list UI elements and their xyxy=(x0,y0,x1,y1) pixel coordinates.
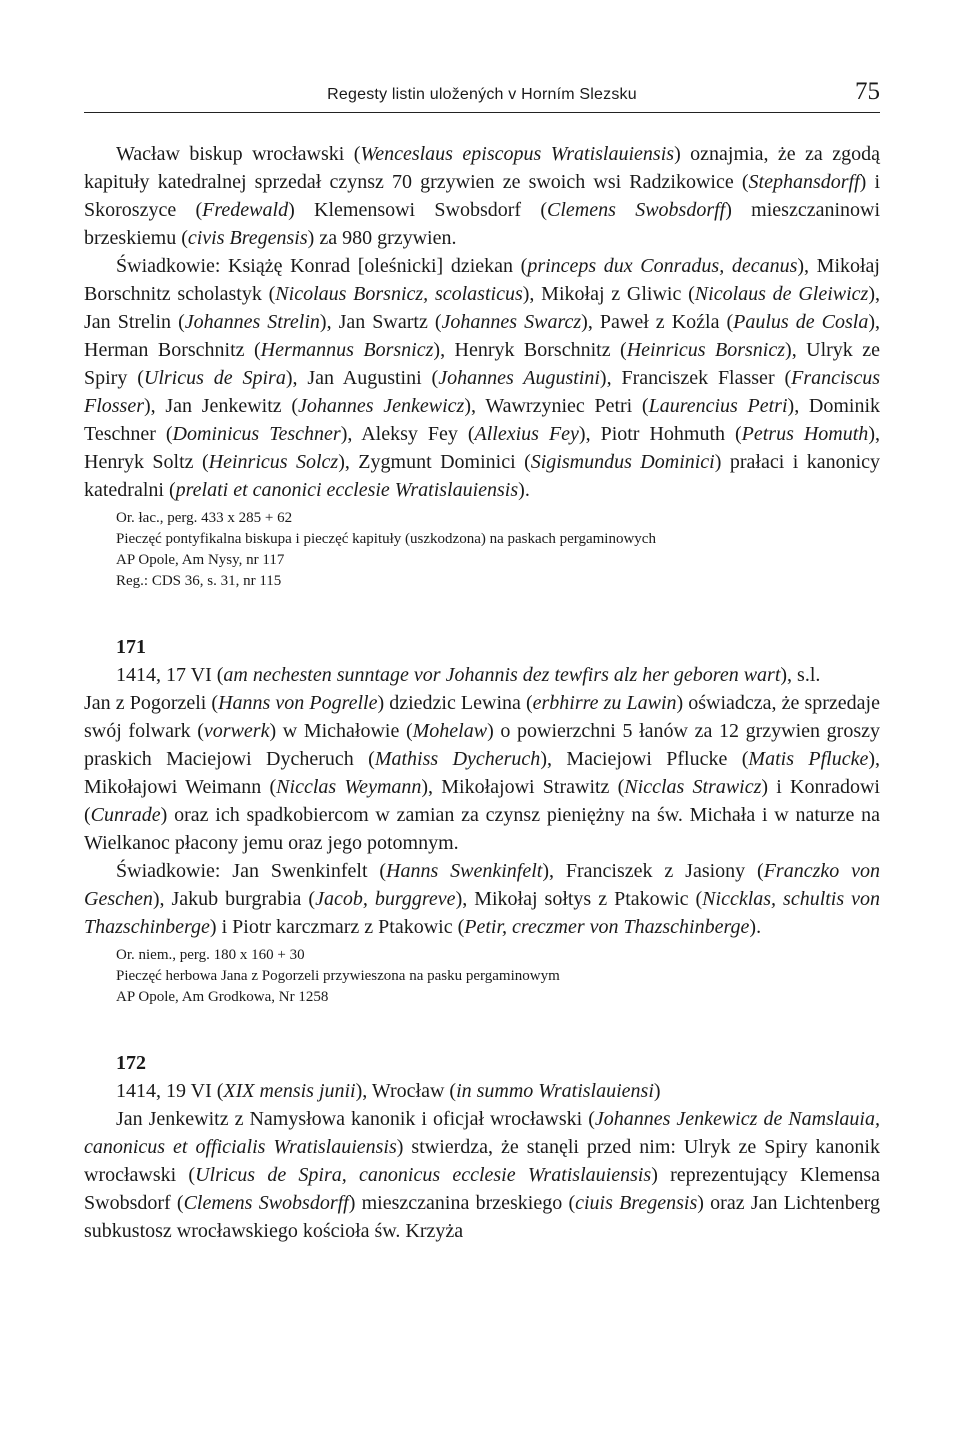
latin-term: civis Bregensis xyxy=(187,227,308,249)
latin-term: in summo Wratislauiensi xyxy=(456,1080,654,1102)
latin-term: Paulus de Cosla xyxy=(733,311,869,333)
entry-171-summary xyxy=(84,689,880,857)
text-run: ) xyxy=(653,1080,661,1102)
latin-term: Franczko von Geschen xyxy=(84,860,880,910)
text-run: ) i Piotr karczmarz z Ptakowic ( xyxy=(209,916,465,938)
latin-term: am nechesten sunntage vor Johannis dez tewfirs alz her geboren wart xyxy=(223,664,781,686)
latin-term: Nicclas Strawicz xyxy=(624,776,762,798)
entry-170 xyxy=(84,140,880,592)
text-run: Jan z Pogorzeli ( xyxy=(84,692,219,714)
note-archive: AP Opole, Am Grodkowa, Nr 1258 xyxy=(116,989,329,1005)
text-run: ), Jakub burgrabia ( xyxy=(152,888,316,910)
latin-term: Stephansdorff xyxy=(748,171,860,193)
text-run: ) oraz ich spadkobiercom w zamian za czynsz pieniężny na św. Michała i w naturze na Wielkanoc płacony jemu oraz jego potomnym. xyxy=(84,804,880,854)
text-run: Świadkowie: Książę Konrad [oleśnicki] dziekan ( xyxy=(116,255,528,277)
latin-term: princeps dux Conradus, decanus xyxy=(527,255,798,277)
text-run: ), Maciejowi Pflucke ( xyxy=(540,748,749,770)
text-run: ), Jan Swartz ( xyxy=(319,311,442,333)
entry-170-summary xyxy=(84,140,880,252)
text-run: ) mieszczanina brzeskiego ( xyxy=(348,1192,576,1214)
latin-term: Clemens Swobsdorff xyxy=(547,199,726,221)
text-run: ), Mikołaj sołtys z Ptakowic ( xyxy=(455,888,703,910)
text-run: ), Mikołaj z Gliwic ( xyxy=(522,283,695,305)
text-run: ) dziedzic Lewina ( xyxy=(377,692,533,714)
latin-term: Heinricus Solcz xyxy=(208,451,339,473)
latin-term: erbhirre zu Lawin xyxy=(532,692,677,714)
latin-term: Johannes Swarcz xyxy=(441,311,582,333)
text-run: ) prałaci i kanonicy katedralni ( xyxy=(84,451,881,501)
latin-term: Cunrade xyxy=(90,804,161,826)
text-run: ), Wrocław ( xyxy=(355,1080,457,1102)
text-run: ) Klemensowi Swobsdorf ( xyxy=(288,199,548,221)
text-run: ) oraz Jan Lichtenberg subkustosz wrocławskiego kościoła św. Krzyża xyxy=(84,1192,880,1242)
note-registry: Reg.: CDS 36, s. 31, nr 115 xyxy=(116,573,282,589)
latin-term: Johannes Augustini xyxy=(438,367,600,389)
latin-term: Nicolaus Borsnicz, scolasticus xyxy=(275,283,523,305)
text-run: Świadkowie: Jan Swenkinfelt ( xyxy=(116,860,387,882)
note-original: Or. łac., perg. 433 x 285 + 62 xyxy=(116,510,293,526)
latin-term: vorwerk xyxy=(203,720,270,742)
text-run: 1414, 19 VI ( xyxy=(116,1080,224,1102)
text-run: ), Piotr Hohmuth ( xyxy=(578,423,742,445)
text-run: ) i Konradowi ( xyxy=(84,776,880,826)
latin-term: XIX mensis junii xyxy=(223,1080,356,1102)
page-content xyxy=(84,140,880,1245)
latin-term: Nicclas Weymann xyxy=(276,776,422,798)
text-run: ), Jan Jenkewitz ( xyxy=(144,395,299,417)
text-run: ) mieszczaninowi brzeskiemu ( xyxy=(84,199,881,249)
latin-term: Wenceslaus episcopus Wratislauiensis xyxy=(360,143,675,165)
text-run: ) i Skoroszyce ( xyxy=(84,171,880,221)
entry-170-witnesses xyxy=(84,252,880,504)
text-run: ). xyxy=(518,479,530,501)
entry-171-notes xyxy=(84,945,880,1008)
entry-172-summary xyxy=(84,1105,880,1245)
latin-term: Mohelaw xyxy=(412,720,488,742)
text-run: ), Herman Borschnitz ( xyxy=(84,311,881,361)
latin-term: Johannes Jenkewicz xyxy=(298,395,465,417)
text-run: ) w Michałowie ( xyxy=(269,720,413,742)
text-run: ), Paweł z Koźla ( xyxy=(581,311,734,333)
text-run: ), Henryk Borschnitz ( xyxy=(433,339,627,361)
note-seal: Pieczęć pontyfikalna biskupa i pieczęć kapituły (uszkodzona) na paskach pergaminowych xyxy=(116,531,656,547)
latin-term: Hanns von Pogrelle xyxy=(218,692,378,714)
text-run: ), Mikołajowi Strawitz ( xyxy=(421,776,625,798)
running-title: Regesty listin uložených v Horním Slezsku xyxy=(327,86,637,103)
text-run: 1414, 17 VI ( xyxy=(116,664,224,686)
text-run: ), Wawrzyniec Petri ( xyxy=(464,395,649,417)
latin-term: Nicolaus de Gleiwicz xyxy=(694,283,869,305)
text-run: ), Franciszek Flasser ( xyxy=(599,367,792,389)
latin-term: Johannes Jenkewicz de Namslauia, canonicus et officialis Wratislauiensis xyxy=(84,1108,880,1158)
text-run: ), Jan Augustini ( xyxy=(285,367,439,389)
text-run: ) stwierdza, że stanęli przed nim: Ulryk ze Spiry kanonik wrocławski ( xyxy=(84,1136,880,1186)
note-seal: Pieczęć herbowa Jana z Pogorzeli przywieszona na pasku pergaminowym xyxy=(116,968,560,984)
latin-term: Laurencius Petri xyxy=(648,395,788,417)
text-run: ). xyxy=(749,916,762,938)
text-run: ), Dominik Teschner ( xyxy=(84,395,880,445)
latin-term: Sigismundus Dominici xyxy=(530,451,715,473)
latin-term: Hermannus Borsnicz xyxy=(260,339,434,361)
latin-term: Ulricus de Spira, canonicus ecclesie Wratislauiensis xyxy=(195,1164,652,1186)
text-run: ), s.l. xyxy=(780,664,821,686)
text-run: ), Mikołajowi Weimann ( xyxy=(84,748,880,798)
latin-term: Franciscus Flosser xyxy=(84,367,881,417)
entry-number: 171 xyxy=(116,636,146,658)
latin-term: Heinricus Borsnicz xyxy=(626,339,786,361)
latin-term: Allexius Fey xyxy=(474,423,579,445)
latin-term: Fredewald xyxy=(202,199,289,221)
entry-171-witnesses xyxy=(84,857,880,941)
text-run: ) oznajmia, że za zgodą kapituły katedralnej sprzedał czynsz 70 grzywien ze swoich wsi Radzikowice ( xyxy=(84,143,880,193)
entry-172-dateline xyxy=(84,1077,880,1105)
entry-number: 172 xyxy=(116,1052,146,1074)
text-run: Jan Jenkewitz z Namysłowa kanonik i oficjał wrocławski ( xyxy=(116,1108,595,1130)
note-original: Or. niem., perg. 180 x 160 + 30 xyxy=(116,947,305,963)
page-number: 75 xyxy=(855,78,880,105)
text-run: ), Ulryk ze Spiry ( xyxy=(84,339,880,389)
text-run: ), Mikołaj Borschnitz scholastyk ( xyxy=(84,255,880,305)
latin-term: Petir, creczmer von Thazschinberge xyxy=(464,916,750,938)
text-run: ), Franciszek z Jasiony ( xyxy=(542,860,764,882)
entry-172 xyxy=(84,1049,880,1245)
latin-term: Mathiss Dycheruch xyxy=(374,748,541,770)
header-rule xyxy=(84,112,880,113)
text-run: ) o powierzchni 5 łanów za 12 grzywien groszy praskich Maciejowi Dycheruch ( xyxy=(84,720,880,770)
page-header xyxy=(84,78,880,108)
latin-term: Ulricus de Spira xyxy=(143,367,286,389)
text-run: ) reprezentujący Klemensa Swobsdorf ( xyxy=(84,1164,880,1214)
text-run: ), Zygmunt Dominici ( xyxy=(338,451,531,473)
latin-term: Petrus Homuth xyxy=(741,423,869,445)
latin-term: Johannes Strelin xyxy=(184,311,320,333)
latin-term: Niccklas, schultis von Thazschinberge xyxy=(84,888,881,938)
latin-term: Hanns Swenkinfelt xyxy=(386,860,543,882)
entry-170-notes xyxy=(84,508,880,592)
text-run: Wacław biskup wrocławski ( xyxy=(116,143,361,165)
entry-171-dateline xyxy=(84,661,880,689)
entry-171 xyxy=(84,633,880,1008)
latin-term: ciuis Bregensis xyxy=(575,1192,698,1214)
text-run: ), Aleksy Fey ( xyxy=(340,423,475,445)
note-archive: AP Opole, Am Nysy, nr 117 xyxy=(116,552,285,568)
latin-term: Dominicus Teschner xyxy=(172,423,341,445)
text-run: ), Jan Strelin ( xyxy=(84,283,880,333)
text-run: ) oświadcza, że sprzedaje swój folwark ( xyxy=(84,692,880,742)
latin-term: Jacob, burggreve xyxy=(315,888,456,910)
latin-term: Matis Pflucke xyxy=(748,748,869,770)
text-run: ) za 980 grzywien. xyxy=(307,227,457,249)
latin-term: prelati et canonici ecclesie Wratislauiensis xyxy=(175,479,519,501)
latin-term: Clemens Swobsdorff xyxy=(183,1192,349,1214)
text-run: ), Henryk Soltz ( xyxy=(84,423,880,473)
